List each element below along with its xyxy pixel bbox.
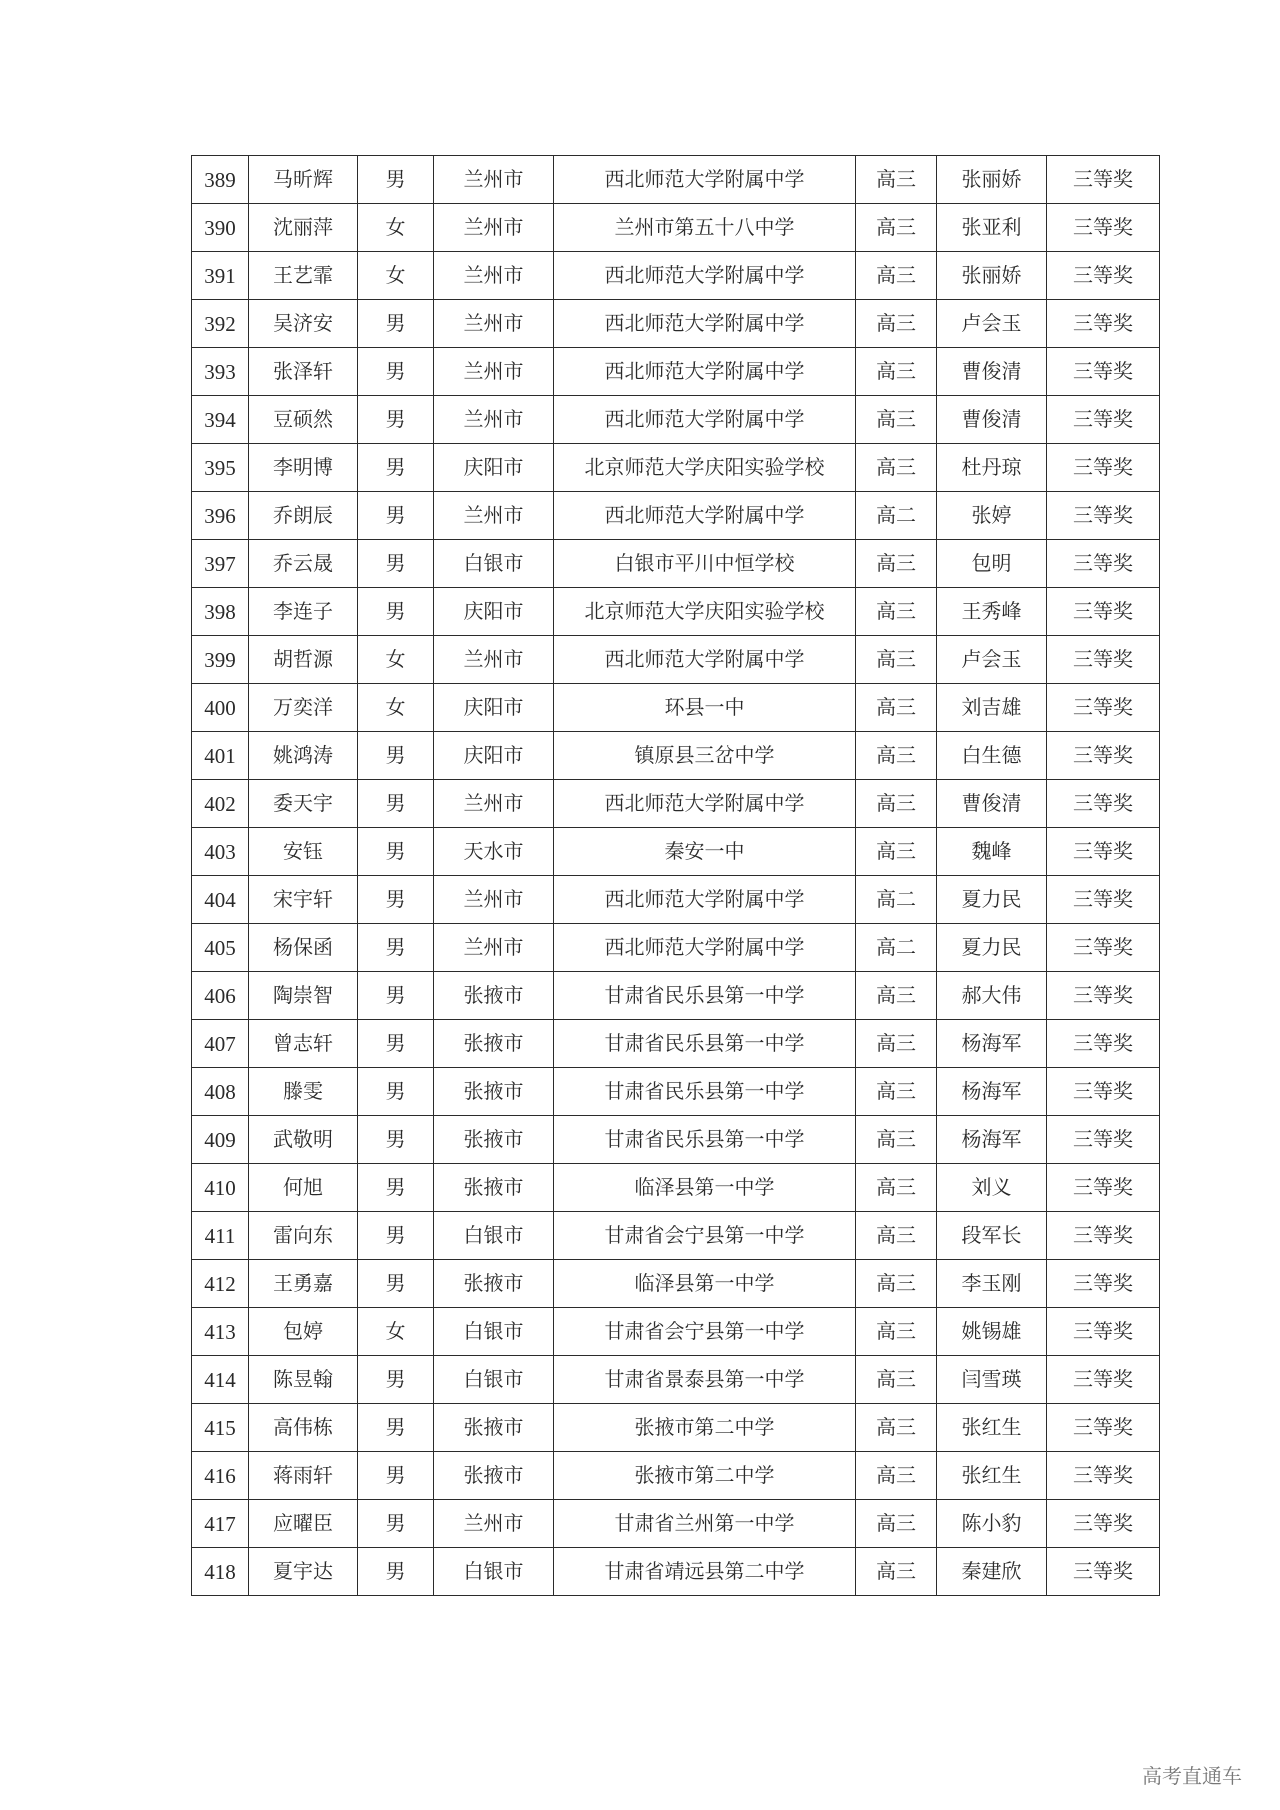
cell-grade: 高三 <box>856 396 937 444</box>
cell-gender: 男 <box>358 1020 434 1068</box>
cell-award: 三等奖 <box>1047 1116 1160 1164</box>
cell-school: 兰州市第五十八中学 <box>554 204 856 252</box>
cell-number: 392 <box>192 300 249 348</box>
cell-name: 高伟栋 <box>249 1404 358 1452</box>
cell-name: 马昕辉 <box>249 156 358 204</box>
cell-teacher: 杨海军 <box>937 1116 1047 1164</box>
cell-school: 甘肃省靖远县第二中学 <box>554 1548 856 1596</box>
table-row <box>192 1356 1160 1404</box>
cell-name: 乔云晟 <box>249 540 358 588</box>
cell-name: 胡哲源 <box>249 636 358 684</box>
cell-teacher: 张红生 <box>937 1452 1047 1500</box>
cell-school: 甘肃省会宁县第一中学 <box>554 1308 856 1356</box>
cell-teacher: 曹俊清 <box>937 396 1047 444</box>
cell-gender: 男 <box>358 1260 434 1308</box>
cell-number: 413 <box>192 1308 249 1356</box>
cell-school: 西北师范大学附属中学 <box>554 348 856 396</box>
cell-teacher: 闫雪瑛 <box>937 1356 1047 1404</box>
table-row <box>192 732 1160 780</box>
cell-school: 镇原县三岔中学 <box>554 732 856 780</box>
table-row <box>192 588 1160 636</box>
cell-gender: 男 <box>358 876 434 924</box>
cell-gender: 男 <box>358 732 434 780</box>
cell-award: 三等奖 <box>1047 396 1160 444</box>
cell-number: 401 <box>192 732 249 780</box>
cell-school: 甘肃省会宁县第一中学 <box>554 1212 856 1260</box>
table-row <box>192 1308 1160 1356</box>
cell-teacher: 刘义 <box>937 1164 1047 1212</box>
cell-name: 雷向东 <box>249 1212 358 1260</box>
table-row <box>192 780 1160 828</box>
cell-grade: 高三 <box>856 1164 937 1212</box>
cell-gender: 男 <box>358 588 434 636</box>
cell-gender: 男 <box>358 828 434 876</box>
cell-grade: 高三 <box>856 732 937 780</box>
cell-grade: 高三 <box>856 300 937 348</box>
cell-city: 兰州市 <box>434 204 554 252</box>
cell-award: 三等奖 <box>1047 1452 1160 1500</box>
cell-gender: 男 <box>358 540 434 588</box>
cell-grade: 高二 <box>856 876 937 924</box>
cell-grade: 高三 <box>856 156 937 204</box>
cell-school: 甘肃省民乐县第一中学 <box>554 1116 856 1164</box>
cell-teacher: 包明 <box>937 540 1047 588</box>
cell-city: 兰州市 <box>434 396 554 444</box>
cell-teacher: 段军长 <box>937 1212 1047 1260</box>
cell-name: 武敬明 <box>249 1116 358 1164</box>
cell-grade: 高三 <box>856 588 937 636</box>
cell-school: 秦安一中 <box>554 828 856 876</box>
cell-city: 白银市 <box>434 1356 554 1404</box>
cell-school: 白银市平川中恒学校 <box>554 540 856 588</box>
table-row <box>192 1548 1160 1596</box>
table-row <box>192 636 1160 684</box>
cell-school: 环县一中 <box>554 684 856 732</box>
cell-school: 西北师范大学附属中学 <box>554 156 856 204</box>
cell-school: 西北师范大学附属中学 <box>554 876 856 924</box>
table-row <box>192 492 1160 540</box>
cell-name: 应曜臣 <box>249 1500 358 1548</box>
cell-grade: 高三 <box>856 1068 937 1116</box>
table-row <box>192 1452 1160 1500</box>
cell-gender: 男 <box>358 1116 434 1164</box>
cell-award: 三等奖 <box>1047 1404 1160 1452</box>
cell-name: 委天宇 <box>249 780 358 828</box>
table-row <box>192 252 1160 300</box>
cell-number: 403 <box>192 828 249 876</box>
cell-grade: 高三 <box>856 1500 937 1548</box>
cell-award: 三等奖 <box>1047 1260 1160 1308</box>
table-row <box>192 1212 1160 1260</box>
cell-gender: 男 <box>358 1356 434 1404</box>
cell-city: 兰州市 <box>434 492 554 540</box>
cell-name: 万奕洋 <box>249 684 358 732</box>
cell-teacher: 张婷 <box>937 492 1047 540</box>
cell-city: 白银市 <box>434 540 554 588</box>
cell-city: 张掖市 <box>434 1260 554 1308</box>
cell-name: 李连子 <box>249 588 358 636</box>
cell-number: 405 <box>192 924 249 972</box>
table-row <box>192 1164 1160 1212</box>
cell-award: 三等奖 <box>1047 444 1160 492</box>
cell-school: 北京师范大学庆阳实验学校 <box>554 444 856 492</box>
cell-city: 张掖市 <box>434 1116 554 1164</box>
cell-award: 三等奖 <box>1047 252 1160 300</box>
cell-award: 三等奖 <box>1047 1020 1160 1068</box>
cell-grade: 高三 <box>856 1260 937 1308</box>
cell-teacher: 魏峰 <box>937 828 1047 876</box>
table-row <box>192 684 1160 732</box>
cell-gender: 男 <box>358 492 434 540</box>
cell-number: 407 <box>192 1020 249 1068</box>
cell-city: 庆阳市 <box>434 684 554 732</box>
table-row <box>192 828 1160 876</box>
table-row <box>192 1500 1160 1548</box>
cell-award: 三等奖 <box>1047 636 1160 684</box>
cell-city: 兰州市 <box>434 156 554 204</box>
cell-name: 乔朗辰 <box>249 492 358 540</box>
cell-teacher: 刘吉雄 <box>937 684 1047 732</box>
cell-name: 沈丽萍 <box>249 204 358 252</box>
cell-city: 兰州市 <box>434 780 554 828</box>
cell-number: 391 <box>192 252 249 300</box>
cell-school: 甘肃省兰州第一中学 <box>554 1500 856 1548</box>
cell-city: 张掖市 <box>434 1164 554 1212</box>
cell-school: 甘肃省民乐县第一中学 <box>554 1068 856 1116</box>
cell-city: 白银市 <box>434 1548 554 1596</box>
cell-award: 三等奖 <box>1047 684 1160 732</box>
cell-city: 张掖市 <box>434 972 554 1020</box>
cell-teacher: 张丽娇 <box>937 156 1047 204</box>
cell-teacher: 郝大伟 <box>937 972 1047 1020</box>
cell-number: 404 <box>192 876 249 924</box>
cell-school: 西北师范大学附属中学 <box>554 780 856 828</box>
cell-name: 何旭 <box>249 1164 358 1212</box>
cell-gender: 男 <box>358 444 434 492</box>
cell-gender: 男 <box>358 1500 434 1548</box>
table-row <box>192 876 1160 924</box>
table-row <box>192 444 1160 492</box>
cell-award: 三等奖 <box>1047 156 1160 204</box>
cell-grade: 高三 <box>856 1020 937 1068</box>
cell-teacher: 姚锡雄 <box>937 1308 1047 1356</box>
cell-gender: 男 <box>358 1068 434 1116</box>
cell-award: 三等奖 <box>1047 300 1160 348</box>
cell-name: 滕雯 <box>249 1068 358 1116</box>
table-row <box>192 540 1160 588</box>
cell-number: 411 <box>192 1212 249 1260</box>
cell-award: 三等奖 <box>1047 588 1160 636</box>
table-row <box>192 156 1160 204</box>
cell-school: 张掖市第二中学 <box>554 1404 856 1452</box>
cell-city: 白银市 <box>434 1308 554 1356</box>
cell-name: 曾志轩 <box>249 1020 358 1068</box>
cell-name: 吴济安 <box>249 300 358 348</box>
cell-number: 394 <box>192 396 249 444</box>
cell-teacher: 张亚利 <box>937 204 1047 252</box>
cell-teacher: 卢会玉 <box>937 300 1047 348</box>
cell-city: 兰州市 <box>434 1500 554 1548</box>
cell-teacher: 杨海军 <box>937 1068 1047 1116</box>
cell-number: 415 <box>192 1404 249 1452</box>
cell-number: 412 <box>192 1260 249 1308</box>
cell-number: 400 <box>192 684 249 732</box>
cell-number: 402 <box>192 780 249 828</box>
cell-city: 庆阳市 <box>434 444 554 492</box>
cell-city: 张掖市 <box>434 1452 554 1500</box>
cell-grade: 高三 <box>856 204 937 252</box>
cell-name: 陶崇智 <box>249 972 358 1020</box>
cell-gender: 女 <box>358 684 434 732</box>
cell-grade: 高三 <box>856 252 937 300</box>
cell-number: 410 <box>192 1164 249 1212</box>
cell-teacher: 陈小豹 <box>937 1500 1047 1548</box>
cell-school: 西北师范大学附属中学 <box>554 492 856 540</box>
cell-grade: 高三 <box>856 444 937 492</box>
cell-award: 三等奖 <box>1047 1164 1160 1212</box>
cell-name: 李明博 <box>249 444 358 492</box>
cell-number: 398 <box>192 588 249 636</box>
cell-teacher: 张丽娇 <box>937 252 1047 300</box>
cell-grade: 高三 <box>856 540 937 588</box>
table-body <box>192 156 1160 1596</box>
cell-number: 389 <box>192 156 249 204</box>
cell-number: 414 <box>192 1356 249 1404</box>
cell-gender: 男 <box>358 348 434 396</box>
cell-grade: 高二 <box>856 924 937 972</box>
table-row <box>192 1116 1160 1164</box>
cell-award: 三等奖 <box>1047 1500 1160 1548</box>
cell-city: 张掖市 <box>434 1068 554 1116</box>
cell-gender: 男 <box>358 1212 434 1260</box>
cell-school: 西北师范大学附属中学 <box>554 636 856 684</box>
cell-gender: 女 <box>358 1308 434 1356</box>
cell-grade: 高三 <box>856 1452 937 1500</box>
table-row <box>192 1020 1160 1068</box>
table-row <box>192 972 1160 1020</box>
cell-name: 宋宇轩 <box>249 876 358 924</box>
cell-award: 三等奖 <box>1047 1548 1160 1596</box>
cell-teacher: 夏力民 <box>937 924 1047 972</box>
cell-school: 西北师范大学附属中学 <box>554 924 856 972</box>
table-row <box>192 300 1160 348</box>
cell-grade: 高二 <box>856 492 937 540</box>
cell-award: 三等奖 <box>1047 876 1160 924</box>
cell-name: 豆硕然 <box>249 396 358 444</box>
cell-number: 418 <box>192 1548 249 1596</box>
cell-number: 417 <box>192 1500 249 1548</box>
cell-grade: 高三 <box>856 636 937 684</box>
cell-gender: 男 <box>358 156 434 204</box>
cell-award: 三等奖 <box>1047 1068 1160 1116</box>
cell-city: 张掖市 <box>434 1020 554 1068</box>
cell-number: 396 <box>192 492 249 540</box>
cell-city: 兰州市 <box>434 348 554 396</box>
cell-award: 三等奖 <box>1047 540 1160 588</box>
table-row <box>192 396 1160 444</box>
table-row <box>192 204 1160 252</box>
cell-award: 三等奖 <box>1047 732 1160 780</box>
cell-city: 兰州市 <box>434 636 554 684</box>
cell-grade: 高三 <box>856 1116 937 1164</box>
cell-city: 兰州市 <box>434 252 554 300</box>
cell-name: 杨保函 <box>249 924 358 972</box>
cell-teacher: 卢会玉 <box>937 636 1047 684</box>
cell-city: 天水市 <box>434 828 554 876</box>
cell-city: 庆阳市 <box>434 588 554 636</box>
cell-award: 三等奖 <box>1047 972 1160 1020</box>
cell-school: 临泽县第一中学 <box>554 1164 856 1212</box>
cell-school: 西北师范大学附属中学 <box>554 300 856 348</box>
table-row <box>192 348 1160 396</box>
cell-gender: 男 <box>358 780 434 828</box>
cell-gender: 女 <box>358 204 434 252</box>
table-row <box>192 924 1160 972</box>
cell-name: 王艺霏 <box>249 252 358 300</box>
cell-gender: 女 <box>358 636 434 684</box>
cell-gender: 男 <box>358 1452 434 1500</box>
cell-school: 西北师范大学附属中学 <box>554 396 856 444</box>
cell-school: 北京师范大学庆阳实验学校 <box>554 588 856 636</box>
cell-award: 三等奖 <box>1047 1308 1160 1356</box>
cell-number: 395 <box>192 444 249 492</box>
cell-grade: 高三 <box>856 1356 937 1404</box>
cell-grade: 高三 <box>856 780 937 828</box>
cell-grade: 高三 <box>856 972 937 1020</box>
cell-number: 393 <box>192 348 249 396</box>
cell-gender: 男 <box>358 924 434 972</box>
cell-name: 安钰 <box>249 828 358 876</box>
cell-number: 390 <box>192 204 249 252</box>
cell-teacher: 王秀峰 <box>937 588 1047 636</box>
cell-school: 甘肃省民乐县第一中学 <box>554 1020 856 1068</box>
cell-name: 夏宇达 <box>249 1548 358 1596</box>
award-list-table <box>191 155 1160 1596</box>
cell-city: 兰州市 <box>434 924 554 972</box>
cell-gender: 女 <box>358 252 434 300</box>
cell-teacher: 曹俊清 <box>937 780 1047 828</box>
cell-award: 三等奖 <box>1047 1212 1160 1260</box>
table-row <box>192 1404 1160 1452</box>
cell-school: 临泽县第一中学 <box>554 1260 856 1308</box>
cell-award: 三等奖 <box>1047 828 1160 876</box>
cell-name: 蒋雨轩 <box>249 1452 358 1500</box>
cell-number: 416 <box>192 1452 249 1500</box>
cell-school: 张掖市第二中学 <box>554 1452 856 1500</box>
watermark: 高考直通车 <box>1142 1764 1242 1788</box>
cell-city: 兰州市 <box>434 876 554 924</box>
cell-grade: 高三 <box>856 348 937 396</box>
cell-school: 甘肃省民乐县第一中学 <box>554 972 856 1020</box>
cell-name: 陈昱翰 <box>249 1356 358 1404</box>
cell-teacher: 杨海军 <box>937 1020 1047 1068</box>
cell-name: 姚鸿涛 <box>249 732 358 780</box>
cell-teacher: 秦建欣 <box>937 1548 1047 1596</box>
cell-award: 三等奖 <box>1047 492 1160 540</box>
cell-city: 张掖市 <box>434 1404 554 1452</box>
cell-grade: 高三 <box>856 1212 937 1260</box>
cell-grade: 高三 <box>856 1308 937 1356</box>
cell-teacher: 李玉刚 <box>937 1260 1047 1308</box>
cell-name: 包婷 <box>249 1308 358 1356</box>
cell-grade: 高三 <box>856 1548 937 1596</box>
cell-award: 三等奖 <box>1047 780 1160 828</box>
cell-city: 庆阳市 <box>434 732 554 780</box>
cell-number: 406 <box>192 972 249 1020</box>
cell-number: 409 <box>192 1116 249 1164</box>
cell-school: 甘肃省景泰县第一中学 <box>554 1356 856 1404</box>
cell-gender: 男 <box>358 1404 434 1452</box>
cell-gender: 男 <box>358 300 434 348</box>
cell-city: 兰州市 <box>434 300 554 348</box>
cell-award: 三等奖 <box>1047 924 1160 972</box>
cell-name: 王勇嘉 <box>249 1260 358 1308</box>
cell-teacher: 曹俊清 <box>937 348 1047 396</box>
cell-city: 白银市 <box>434 1212 554 1260</box>
cell-number: 397 <box>192 540 249 588</box>
cell-gender: 男 <box>358 972 434 1020</box>
cell-gender: 男 <box>358 396 434 444</box>
table-row <box>192 1068 1160 1116</box>
cell-grade: 高三 <box>856 1404 937 1452</box>
cell-teacher: 张红生 <box>937 1404 1047 1452</box>
cell-teacher: 夏力民 <box>937 876 1047 924</box>
cell-name: 张泽轩 <box>249 348 358 396</box>
table-row <box>192 1260 1160 1308</box>
cell-teacher: 杜丹琼 <box>937 444 1047 492</box>
cell-award: 三等奖 <box>1047 1356 1160 1404</box>
cell-grade: 高三 <box>856 684 937 732</box>
cell-award: 三等奖 <box>1047 348 1160 396</box>
cell-number: 399 <box>192 636 249 684</box>
cell-teacher: 白生德 <box>937 732 1047 780</box>
cell-grade: 高三 <box>856 828 937 876</box>
cell-gender: 男 <box>358 1164 434 1212</box>
cell-school: 西北师范大学附属中学 <box>554 252 856 300</box>
cell-award: 三等奖 <box>1047 204 1160 252</box>
cell-number: 408 <box>192 1068 249 1116</box>
cell-gender: 男 <box>358 1548 434 1596</box>
